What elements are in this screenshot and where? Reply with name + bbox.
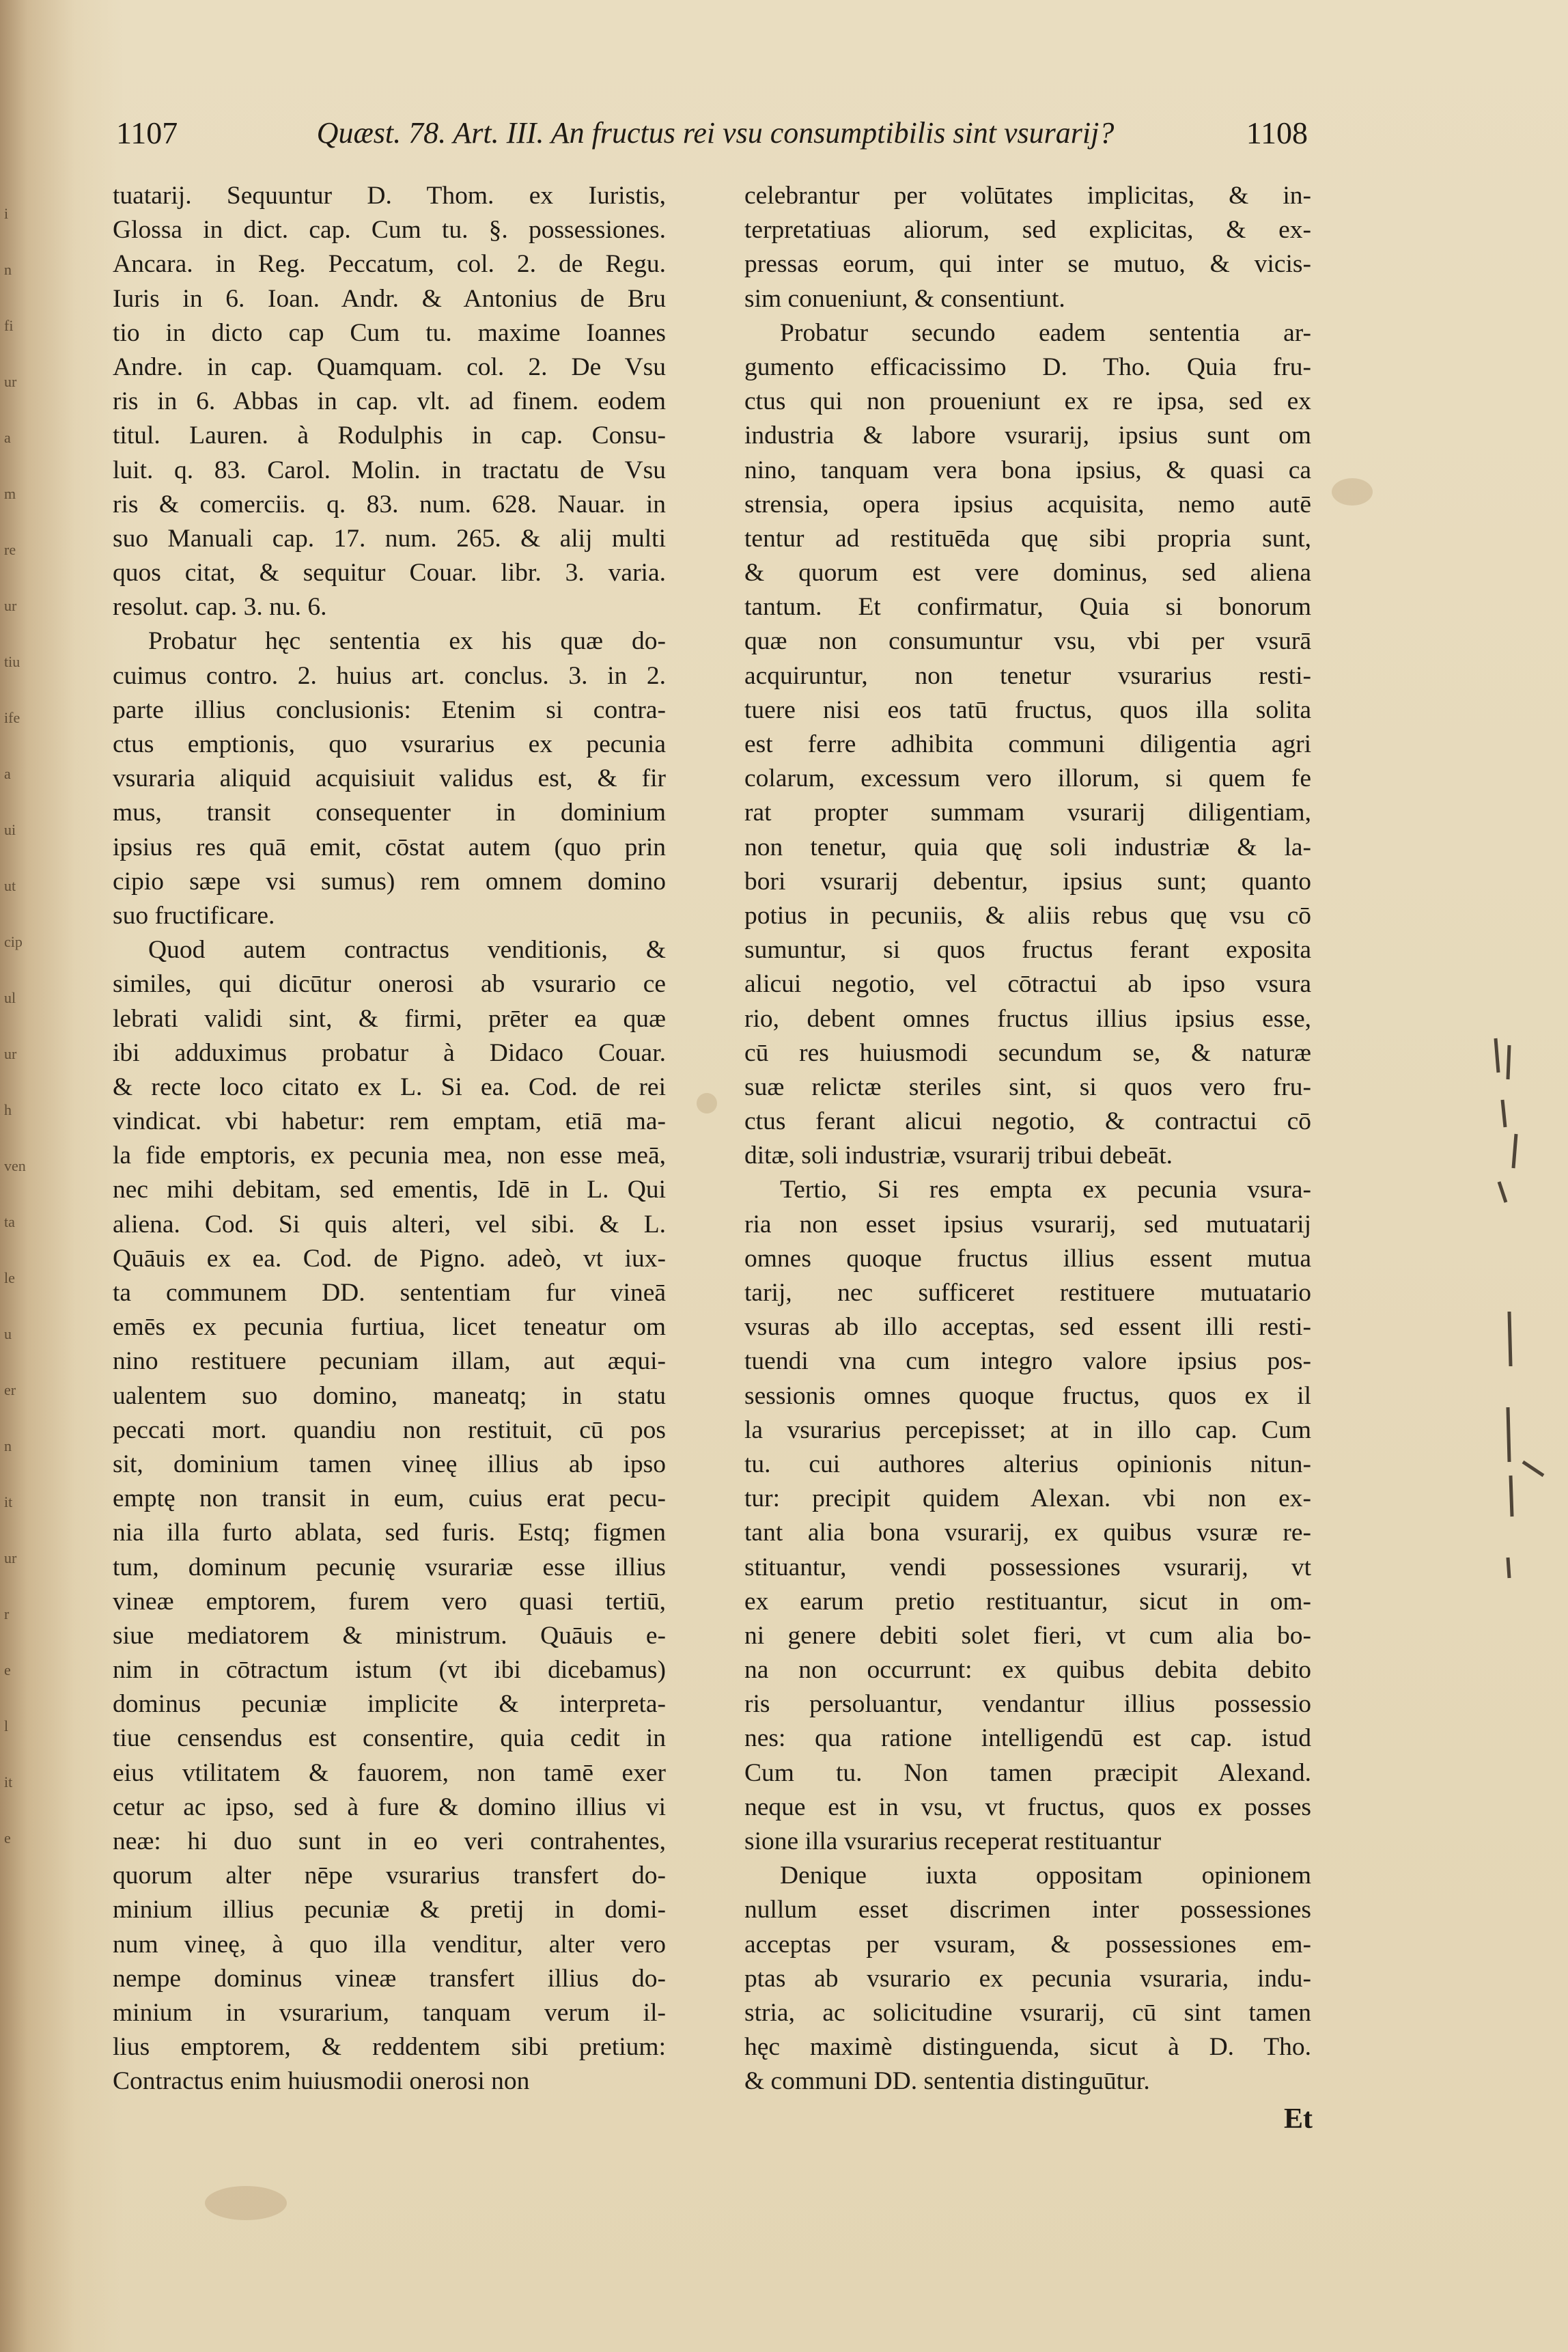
- paper-stain: [205, 2186, 287, 2220]
- text-line: lebrati validi sint, & firmi, prēter ea quæ: [113, 1004, 666, 1033]
- text-line: bori vsurarij debentur, ipsius sunt; quanto: [744, 867, 1311, 896]
- text-line: rat propter summam vsurarij diligentiam,: [744, 799, 1311, 827]
- margin-fragment: it: [4, 1493, 13, 1510]
- text-line: potius in pecuniis, & aliis rebus quę vsu cō: [744, 901, 1311, 930]
- margin-fragment: fi: [4, 317, 14, 334]
- text-line: ris persoluantur, vendantur illius possessio: [744, 1690, 1311, 1719]
- text-line: Ancara. in Reg. Peccatum, col. 2. de Regu.: [113, 250, 666, 279]
- text-line: terpretatiuas aliorum, sed explicitas, & ex-: [744, 216, 1311, 245]
- margin-fragment: h: [4, 1101, 12, 1118]
- bleed-mark: [1508, 1558, 1509, 1578]
- text-line: sione illa vsurarius receperat restituantur: [744, 1827, 1162, 1855]
- text-line: Denique iuxta oppositam opinionem: [780, 1862, 1311, 1890]
- text-line: Tertio, Si res empta ex pecunia vsura-: [780, 1176, 1311, 1204]
- text-line: emēs ex pecunia furtiua, licet teneatur om: [113, 1313, 666, 1342]
- text-line: ipsius res quā emit, cōstat autem (quo prin: [113, 833, 666, 861]
- text-line: ta communem DD. sententiam fur vineā: [113, 1279, 666, 1307]
- text-line: ditæ, soli industriæ, vsurarij tribui debeāt.: [744, 1142, 1173, 1170]
- text-line: Glossa in dict. cap. Cum tu. §. possessiones.: [113, 216, 666, 245]
- text-line: nes: qua ratione intelligendū est cap. istud: [744, 1724, 1311, 1753]
- text-line: sim conueniunt, & consentiunt.: [744, 284, 1065, 313]
- page-number-right: 1108: [1246, 115, 1308, 150]
- text-line: tiue censendus est consentire, quia cedit in: [113, 1724, 666, 1753]
- bleed-mark: [1513, 1134, 1516, 1168]
- margin-fragment: ta: [4, 1213, 15, 1230]
- text-line: suo fructificare.: [113, 901, 275, 930]
- text-line: quos citat, & sequitur Couar. libr. 3. varia.: [113, 559, 666, 587]
- text-line: lius emptorem, & reddentem sibi pretium:: [113, 2033, 666, 2062]
- text-line: tuendi vna cum integro valore ipsius pos-: [744, 1347, 1311, 1376]
- text-line: luit. q. 83. Carol. Molin. in tractatu de Vsu: [113, 456, 666, 484]
- text-line: emptę non transit in eum, cuius erat pecu-: [113, 1484, 666, 1513]
- text-line: titul. Lauren. à Rodulphis in cap. Consu-: [113, 421, 666, 450]
- margin-fragment: ur: [4, 1549, 17, 1566]
- text-line: ctus emptionis, quo vsurarius ex pecunia: [113, 730, 666, 758]
- margin-fragment: l: [4, 1717, 9, 1734]
- margin-fragment: a: [4, 765, 11, 782]
- text-line: ris in 6. Abbas in cap. vlt. ad finem. eodem: [113, 387, 666, 416]
- text-line: ctus qui non proueniunt ex re ipsa, sed ex: [744, 387, 1311, 416]
- text-line: similes, qui dicūtur onerosi ab vsurario ce: [113, 970, 666, 999]
- bleed-mark: [1523, 1462, 1543, 1476]
- text-line: ptas ab vsurario ex pecunia vsuraria, indu-: [744, 1964, 1311, 1993]
- text-line: nullum esset discrimen inter possessiones: [744, 1896, 1311, 1924]
- margin-fragment: ife: [4, 709, 20, 726]
- text-line: peccati mort. quandiu non restituit, cū pos: [113, 1415, 666, 1444]
- text-line: quæ non consumuntur vsu, vbi per vsurā: [744, 627, 1311, 656]
- text-line: tuatarij. Sequuntur D. Thom. ex Iuristis,: [113, 182, 666, 210]
- text-line: acceptas per vsuram, & possessiones em-: [744, 1930, 1311, 1959]
- right-margin-bleed-marks: [1468, 1025, 1550, 1640]
- text-line: tantum. Et confirmatur, Quia si bonorum: [744, 593, 1311, 622]
- margin-fragment: re: [4, 541, 16, 558]
- text-line: tentur ad restituēda quę sibi propria sunt,: [744, 524, 1311, 553]
- text-line: & communi DD. sententia distinguūtur.: [744, 2067, 1150, 2096]
- margin-fragment: e: [4, 1829, 11, 1846]
- text-line: sumuntur, si quos fructus ferant exposita: [744, 936, 1311, 965]
- text-line: tio in dicto cap Cum tu. maxime Ioannes: [113, 318, 666, 347]
- text-line: minium in vsurarium, tanquam verum il-: [113, 1998, 666, 2027]
- running-title: Quæst. 78. Art. III. An fructus rei vsu consumptibilis sint vsurarij?: [316, 116, 1115, 150]
- margin-fragment: e: [4, 1661, 11, 1678]
- text-line: num vineę, à quo illa venditur, alter vero: [113, 1930, 666, 1959]
- margin-fragment: ut: [4, 877, 16, 894]
- text-line: ria non esset ipsius vsurarij, sed mutuatarij: [744, 1210, 1311, 1239]
- text-line: cuimus contro. 2. huius art. conclus. 3. in 2.: [113, 661, 666, 690]
- text-line: neæ: hi duo sunt in eo veri contrahentes,: [113, 1827, 666, 1855]
- text-line: neque est in vsu, vt fructus, quos ex posses: [744, 1793, 1311, 1821]
- margin-fragment: ur: [4, 373, 17, 390]
- text-line: alicui negotio, vel cōtractui ab ipso vsura: [744, 970, 1311, 999]
- text-line: industria & labore vsurarij, ipsius sunt om: [744, 421, 1311, 450]
- text-line: tu. cui authores alterius opinionis nitun-: [744, 1450, 1311, 1478]
- right-column: [744, 179, 1311, 2099]
- running-head: [116, 109, 1308, 157]
- text-line: la fide emptoris, ex pecunia mea, non esse meā,: [113, 1142, 666, 1170]
- margin-fragment: n: [4, 1437, 12, 1454]
- text-line: Cum tu. Non tamen præcipit Alexand.: [744, 1758, 1311, 1787]
- text-line: stria, ac solicitudine vsurarij, cū sint tamen: [744, 1998, 1311, 2027]
- bleed-mark: [1499, 1182, 1506, 1202]
- margin-fragment: cip: [4, 933, 23, 950]
- margin-fragment: le: [4, 1269, 15, 1286]
- text-line: minium illius pecuniæ & pretij in domi-: [113, 1896, 666, 1924]
- text-line: tur: precipit quidem Alexan. vbi non ex-: [744, 1484, 1311, 1513]
- text-line: eius vtilitatem & fauorem, non tamē exer: [113, 1758, 666, 1787]
- bleed-mark: [1511, 1476, 1512, 1517]
- text-line: mus, transit consequenter in dominium: [113, 799, 666, 827]
- margin-fragment: it: [4, 1773, 13, 1790]
- text-line: ibi adduximus probatur à Didaco Couar.: [113, 1038, 666, 1067]
- text-line: tarij, nec sufficeret restituere mutuatario: [744, 1279, 1311, 1307]
- text-line: & quorum est vere dominus, sed aliena: [744, 559, 1311, 587]
- margin-fragment: ur: [4, 597, 17, 614]
- page-number-left: 1107: [116, 115, 178, 150]
- left-margin-fragments: [0, 205, 27, 1913]
- text-line: strensia, opera ipsius acquisita, nemo autē: [744, 490, 1311, 518]
- bleed-mark: [1496, 1038, 1498, 1073]
- text-line: Quod autem contractus venditionis, &: [148, 936, 666, 965]
- text-line: sessionis omnes quoque fructus, quos ex il: [744, 1381, 1311, 1410]
- bleed-mark: [1509, 1312, 1511, 1366]
- text-line: tant alia bona vsurarij, ex quibus vsuræ re-: [744, 1519, 1311, 1547]
- margin-fragment: r: [4, 1605, 10, 1622]
- text-line: vsuraria aliquid acquisiuit validus est, & fir: [113, 764, 666, 793]
- text-line: nino, tanquam vera bona ipsius, & quasi ca: [744, 456, 1311, 484]
- text-line: Contractus enim huiusmodii onerosi non: [113, 2067, 530, 2096]
- text-line: cū res huiusmodi secundum se, & naturæ: [744, 1038, 1311, 1067]
- margin-fragment: er: [4, 1381, 16, 1398]
- margin-fragment: ven: [4, 1157, 26, 1174]
- text-line: resolut. cap. 3. nu. 6.: [113, 593, 327, 622]
- text-line: tuere nisi eos tatū fructus, quos illa solita: [744, 695, 1311, 724]
- text-line: parte illius conclusionis: Etenim si contra-: [113, 695, 666, 724]
- bleed-mark: [1502, 1100, 1505, 1127]
- margin-fragment: tiu: [4, 653, 20, 670]
- text-line: ctus ferant alicui negotio, & contractui cō: [744, 1107, 1311, 1136]
- margin-fragment: a: [4, 429, 11, 446]
- text-line: nempe dominus vineæ transfert illius do-: [113, 1964, 666, 1993]
- text-line: vsuras ab illo acceptas, sed essent illi resti-: [744, 1313, 1311, 1342]
- text-line: rio, debent omnes fructus illius ipsius esse,: [744, 1004, 1311, 1033]
- text-line: gumento efficacissimo D. Tho. Quia fru-: [744, 352, 1311, 381]
- text-line: stituantur, vendi possessiones vsurarij, vt: [744, 1553, 1311, 1581]
- text-line: siue mediatorem & ministrum. Quāuis e-: [113, 1621, 666, 1650]
- margin-fragment: ur: [4, 1045, 17, 1062]
- text-line: ni genere debiti solet fieri, vt cum alia bo-: [744, 1621, 1311, 1650]
- margin-fragment: ui: [4, 821, 16, 838]
- text-line: omnes quoque fructus illius essent mutua: [744, 1244, 1311, 1273]
- text-line: Probatur secundo eadem sententia ar-: [780, 318, 1311, 347]
- text-line: vineæ emptorem, furem vero quasi tertiū,: [113, 1587, 666, 1616]
- text-line: ex earum pretio restituantur, sicut in om-: [744, 1587, 1311, 1616]
- text-line: pressas eorum, qui inter se mutuo, & vicis-: [744, 250, 1311, 279]
- margin-fragment: u: [4, 1325, 12, 1342]
- text-line: quorum alter nēpe vsurarius transfert do-: [113, 1862, 666, 1890]
- text-line: nia illa furto ablata, sed furis. Estq; figmen: [113, 1519, 666, 1547]
- bleed-mark: [1508, 1407, 1509, 1462]
- left-column: [113, 179, 666, 2099]
- text-line: sit, dominium tamen vineę illius ab ipso: [113, 1450, 666, 1478]
- bleed-mark: [1508, 1045, 1509, 1079]
- text-line: non tenetur, quia quę soli industriæ & la-: [744, 833, 1311, 861]
- margin-fragment: i: [4, 205, 9, 222]
- text-line: suæ relictæ steriles sint, si quos vero fru-: [744, 1073, 1311, 1101]
- text-line: & recte loco citato ex L. Si ea. Cod. de rei: [113, 1073, 666, 1101]
- text-line: colarum, excessum vero illorum, si quem fe: [744, 764, 1311, 793]
- text-line: nim in cōtractum istum (vt ibi dicebamus): [113, 1656, 666, 1685]
- text-line: suo Manuali cap. 17. num. 265. & alij multi: [113, 524, 666, 553]
- text-line: celebrantur per volūtates implicitas, & in-: [744, 182, 1311, 210]
- text-line: Iuris in 6. Ioan. Andr. & Antonius de Bru: [113, 284, 666, 313]
- text-line: cipio sæpe vsi sumus) rem omnem domino: [113, 867, 666, 896]
- text-line: tum, dominum pecunię vsurariæ esse illius: [113, 1553, 666, 1581]
- text-line: Andre. in cap. Quamquam. col. 2. De Vsu: [113, 352, 666, 381]
- text-line: aliena. Cod. Si quis alteri, vel sibi. & L.: [113, 1210, 666, 1239]
- text-line: vindicat. vbi habetur: rem emptam, etiā ma-: [113, 1107, 666, 1136]
- text-line: dominus pecuniæ implicite & interpreta-: [113, 1690, 666, 1719]
- margin-fragment: ul: [4, 989, 16, 1006]
- text-line: est ferre adhibita communi diligentia agri: [744, 730, 1311, 758]
- text-line: nec mihi debitam, sed ementis, Idē in L. Qui: [113, 1176, 666, 1204]
- paper-stain: [697, 1093, 717, 1113]
- margin-fragment: n: [4, 261, 12, 278]
- margin-fragment: m: [4, 485, 16, 502]
- text-line: nino restituere pecuniam illam, aut æqui-: [113, 1347, 666, 1376]
- text-line: ris & comerciis. q. 83. num. 628. Nauar. in: [113, 490, 666, 518]
- text-line: na non occurrunt: ex quibus debita debito: [744, 1656, 1311, 1685]
- text-line: Quāuis ex ea. Cod. de Pigno. adeò, vt iux-: [113, 1244, 666, 1273]
- paper-stain: [1332, 478, 1373, 506]
- text-line: ualentem suo domino, maneatq; in statu: [113, 1381, 666, 1410]
- text-line: acquiruntur, non tenetur vsurarius resti-: [744, 661, 1311, 690]
- text-line: cetur ac ipso, sed à fure & domino illius vi: [113, 1793, 666, 1821]
- text-line: Probatur hęc sententia ex his quæ do-: [148, 627, 666, 656]
- catchword: Et: [1284, 2103, 1313, 2135]
- text-line: hęc maximè distinguenda, sicut à D. Tho.: [744, 2033, 1311, 2062]
- text-line: la vsurarius percepisset; at in illo cap. Cum: [744, 1415, 1311, 1444]
